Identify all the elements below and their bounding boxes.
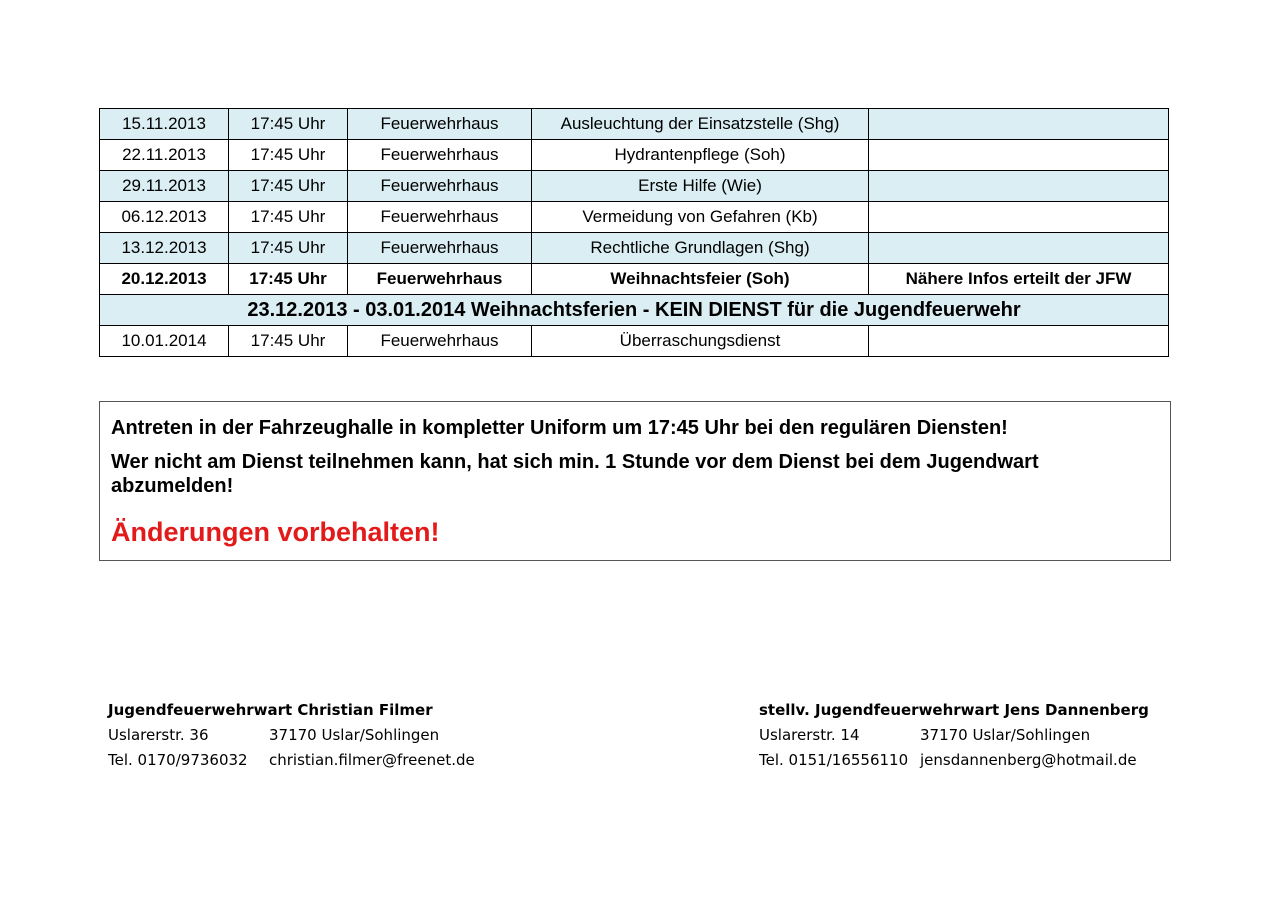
topic-cell: Erste Hilfe (Wie) (532, 171, 869, 202)
notice-box (99, 401, 1171, 561)
topic-cell: Rechtliche Grundlagen (Shg) (532, 233, 869, 264)
time-cell: 17:45 Uhr (229, 109, 348, 140)
place-cell: Feuerwehrhaus (348, 140, 532, 171)
table-row (100, 109, 1169, 140)
note-cell (869, 140, 1169, 171)
note-cell (869, 202, 1169, 233)
date-cell: 06.12.2013 (100, 202, 229, 233)
table-row (100, 140, 1169, 171)
place-cell: Feuerwehrhaus (348, 109, 532, 140)
table-row (100, 326, 1169, 357)
holiday-banner: 23.12.2013 - 03.01.2014 Weihnachtsferien - KEIN DIENST für die Jugendfeuerwehr (100, 295, 1169, 326)
table-row-highlight (100, 264, 1169, 295)
date-cell: 13.12.2013 (100, 233, 229, 264)
changes-reserved-text: Änderungen vorbehalten! (111, 517, 440, 547)
contact-phone-row (759, 748, 1149, 773)
topic-cell: Überraschungsdienst (532, 326, 869, 357)
holiday-row (100, 295, 1169, 326)
table-row (100, 202, 1169, 233)
time-cell: 17:45 Uhr (229, 140, 348, 171)
date-cell: 22.11.2013 (100, 140, 229, 171)
note-cell (869, 233, 1169, 264)
table-row (100, 233, 1169, 264)
topic-cell: Ausleuchtung der Einsatzstelle (Shg) (532, 109, 869, 140)
contact-street: Uslarerstr. 14 (759, 726, 860, 744)
contact-city: 37170 Uslar/Sohlingen (920, 726, 1091, 744)
notice-assembly-text: Antreten in der Fahrzeughalle in kompletter Uniform um 17:45 Uhr bei den regulären Diensten! (111, 417, 1008, 439)
contact-title: Jugendfeuerwehrwart Christian Filmer (108, 701, 433, 719)
notice-absence-text: Wer nicht am Dienst teilnehmen kann, hat sich min. 1 Stunde vor dem Dienst bei dem Jugendwart abzumelden! (111, 451, 1039, 497)
contact-deputy-warden (759, 698, 1149, 773)
note-cell (869, 171, 1169, 202)
date-cell: 10.01.2014 (100, 326, 229, 357)
place-cell: Feuerwehrhaus (348, 171, 532, 202)
contact-phone-row (108, 748, 475, 773)
contact-city: 37170 Uslar/Sohlingen (269, 726, 440, 744)
table-row (100, 171, 1169, 202)
contact-phone: Tel. 0151/16556110 (759, 751, 909, 769)
topic-cell: Hydrantenpflege (Soh) (532, 140, 869, 171)
time-cell: 17:45 Uhr (229, 264, 348, 295)
place-cell: Feuerwehrhaus (348, 326, 532, 357)
contact-phone: Tel. 0170/9736032 (108, 751, 248, 769)
place-cell: Feuerwehrhaus (348, 264, 532, 295)
contact-email: christian.filmer@freenet.de (269, 751, 475, 769)
topic-cell: Weihnachtsfeier (Soh) (532, 264, 869, 295)
contact-street: Uslarerstr. 36 (108, 726, 209, 744)
date-cell: 15.11.2013 (100, 109, 229, 140)
contact-address-row (108, 723, 475, 748)
contact-title: stellv. Jugendfeuerwehrwart Jens Dannenberg (759, 701, 1149, 719)
topic-cell: Vermeidung von Gefahren (Kb) (532, 202, 869, 233)
contact-email: jensdannenberg@hotmail.de (920, 751, 1137, 769)
contact-address-row (759, 723, 1149, 748)
note-cell (869, 326, 1169, 357)
time-cell: 17:45 Uhr (229, 202, 348, 233)
place-cell: Feuerwehrhaus (348, 233, 532, 264)
note-cell (869, 109, 1169, 140)
time-cell: 17:45 Uhr (229, 171, 348, 202)
note-cell: Nähere Infos erteilt der JFW (869, 264, 1169, 295)
time-cell: 17:45 Uhr (229, 326, 348, 357)
date-cell: 20.12.2013 (100, 264, 229, 295)
date-cell: 29.11.2013 (100, 171, 229, 202)
time-cell: 17:45 Uhr (229, 233, 348, 264)
place-cell: Feuerwehrhaus (348, 202, 532, 233)
contact-youth-warden (108, 698, 475, 773)
schedule-table (99, 108, 1169, 357)
